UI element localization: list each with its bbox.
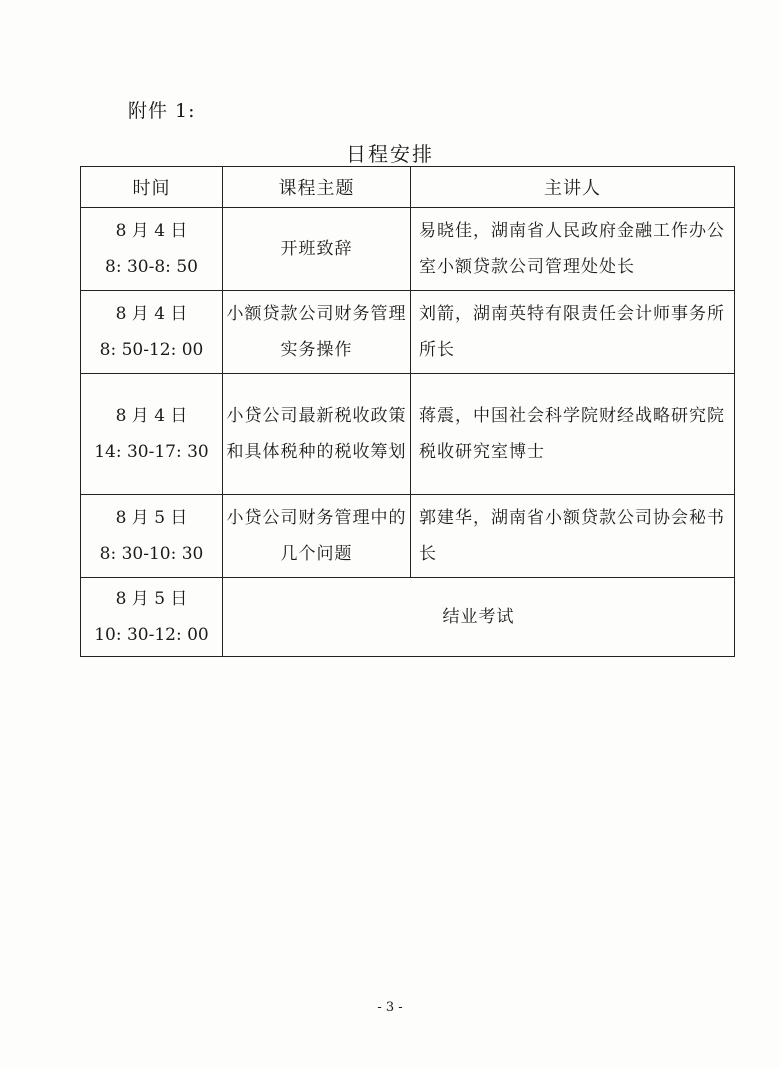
time-cell bbox=[81, 208, 223, 291]
session-speaker: 易晓佳，湖南省人民政府金融工作办公室小额贷款公司管理处处长 bbox=[411, 208, 735, 291]
session-time: 8: 50-12: 00 bbox=[99, 340, 204, 360]
table-row bbox=[81, 291, 735, 374]
session-date: 8 月 5 日 bbox=[115, 508, 188, 528]
schedule-table bbox=[80, 166, 735, 657]
session-time: 8: 30-10: 30 bbox=[99, 544, 204, 564]
page-title: 日程安排 bbox=[346, 142, 434, 166]
attachment-label: 附件 1: bbox=[128, 100, 196, 122]
session-speaker: 郭建华，湖南省小额贷款公司协会秘书长 bbox=[411, 495, 735, 578]
time-cell bbox=[81, 374, 223, 495]
session-topic: 小贷公司最新税收政策和具体税种的税收筹划 bbox=[223, 374, 411, 495]
header-speaker: 主讲人 bbox=[411, 167, 735, 208]
session-topic: 结业考试 bbox=[223, 578, 735, 657]
session-topic: 开班致辞 bbox=[223, 208, 411, 291]
table-header-row bbox=[81, 167, 735, 208]
page-number: - 3 - bbox=[377, 1000, 403, 1015]
table-row bbox=[81, 495, 735, 578]
session-date: 8 月 5 日 bbox=[115, 589, 188, 609]
session-time: 14: 30-17: 30 bbox=[94, 442, 209, 462]
table-row bbox=[81, 374, 735, 495]
session-date: 8 月 4 日 bbox=[115, 406, 188, 426]
time-cell bbox=[81, 578, 223, 657]
session-time: 10: 30-12: 00 bbox=[94, 625, 209, 645]
session-speaker: 蒋震，中国社会科学院财经战略研究院税收研究室博士 bbox=[411, 374, 735, 495]
time-cell bbox=[81, 291, 223, 374]
time-cell bbox=[81, 495, 223, 578]
session-date: 8 月 4 日 bbox=[115, 304, 188, 324]
table-row bbox=[81, 578, 735, 657]
session-topic: 小贷公司财务管理中的几个问题 bbox=[223, 495, 411, 578]
session-time: 8: 30-8: 50 bbox=[105, 257, 198, 277]
session-topic: 小额贷款公司财务管理实务操作 bbox=[223, 291, 411, 374]
header-time: 时间 bbox=[81, 167, 223, 208]
session-date: 8 月 4 日 bbox=[115, 221, 188, 241]
header-topic: 课程主题 bbox=[223, 167, 411, 208]
session-speaker: 刘箭，湖南英特有限责任会计师事务所所长 bbox=[411, 291, 735, 374]
table-row bbox=[81, 208, 735, 291]
